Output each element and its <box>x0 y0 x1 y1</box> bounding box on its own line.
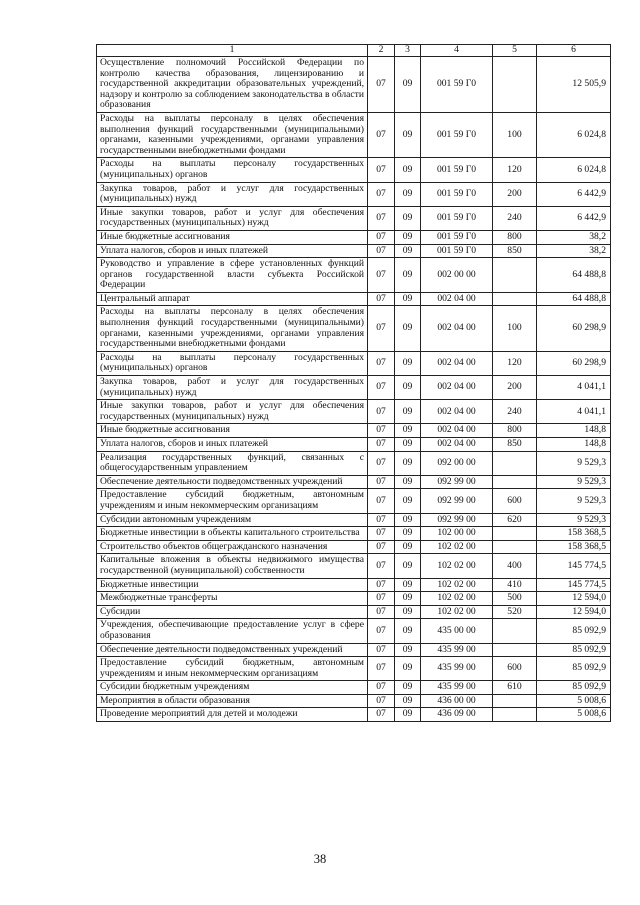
row-subsection: 09 <box>395 244 421 258</box>
row-subsection: 09 <box>395 694 421 708</box>
row-target-article: 001 59 Г0 <box>421 57 493 113</box>
row-amount: 158 368,5 <box>537 540 611 554</box>
row-subsection: 09 <box>395 438 421 452</box>
row-name: Расходы на выплаты персоналу государственных (муниципальных) органов <box>97 351 368 375</box>
row-subsection: 09 <box>395 292 421 306</box>
row-subsection: 09 <box>395 657 421 681</box>
row-name: Уплата налогов, сборов и иных платежей <box>97 244 368 258</box>
table-row <box>97 112 611 157</box>
row-expense-type: 100 <box>493 112 537 157</box>
table-row <box>97 400 611 424</box>
row-section: 07 <box>368 657 395 681</box>
row-target-article: 092 00 00 <box>421 451 493 475</box>
row-subsection: 09 <box>395 643 421 657</box>
row-name: Межбюджетные трансферты <box>97 592 368 606</box>
row-section: 07 <box>368 554 395 578</box>
row-expense-type <box>493 527 537 541</box>
row-target-article: 002 04 00 <box>421 306 493 351</box>
header-col-4: 4 <box>421 45 493 57</box>
row-expense-type: 100 <box>493 306 537 351</box>
row-name: Закупка товаров, работ и услуг для государственных (муниципальных) нужд <box>97 182 368 206</box>
row-subsection: 09 <box>395 489 421 513</box>
row-target-article: 002 04 00 <box>421 424 493 438</box>
row-name: Центральный аппарат <box>97 292 368 306</box>
table-row <box>97 513 611 527</box>
header-col-1: 1 <box>97 45 368 57</box>
row-subsection: 09 <box>395 400 421 424</box>
row-name: Иные закупки товаров, работ и услуг для обеспечения государственных (муниципальных) нужд <box>97 206 368 230</box>
table-row <box>97 540 611 554</box>
row-amount: 85 092,9 <box>537 681 611 695</box>
row-expense-type <box>493 258 537 293</box>
row-expense-type: 520 <box>493 605 537 619</box>
row-section: 07 <box>368 351 395 375</box>
row-target-article: 092 99 00 <box>421 475 493 489</box>
table-row <box>97 206 611 230</box>
row-amount: 148,8 <box>537 424 611 438</box>
row-name: Руководство и управление в сфере установленных функций органов государственной власти субъекта Российской Федерации <box>97 258 368 293</box>
row-section: 07 <box>368 292 395 306</box>
row-section: 07 <box>368 306 395 351</box>
row-target-article: 002 00 00 <box>421 258 493 293</box>
row-section: 07 <box>368 451 395 475</box>
row-subsection: 09 <box>395 230 421 244</box>
row-expense-type: 600 <box>493 489 537 513</box>
row-expense-type: 500 <box>493 592 537 606</box>
row-subsection: 09 <box>395 376 421 400</box>
row-amount: 6 442,9 <box>537 206 611 230</box>
row-target-article: 102 02 00 <box>421 592 493 606</box>
row-expense-type: 850 <box>493 244 537 258</box>
row-amount: 12 505,9 <box>537 57 611 113</box>
row-amount: 9 529,3 <box>537 451 611 475</box>
row-section: 07 <box>368 489 395 513</box>
row-amount: 4 041,1 <box>537 376 611 400</box>
row-name: Обеспечение деятельности подведомственных учреждений <box>97 475 368 489</box>
row-target-article: 436 09 00 <box>421 708 493 722</box>
row-expense-type <box>493 540 537 554</box>
row-section: 07 <box>368 230 395 244</box>
row-amount: 85 092,9 <box>537 619 611 643</box>
row-subsection: 09 <box>395 578 421 592</box>
table-row <box>97 605 611 619</box>
row-target-article: 092 99 00 <box>421 489 493 513</box>
row-subsection: 09 <box>395 708 421 722</box>
row-expense-type: 120 <box>493 158 537 182</box>
row-name: Расходы на выплаты персоналу в целях обеспечения выполнения функций государственными (муниципальными) органами, казенными учреждениями, органами управления государственными внебюджетными фондами <box>97 112 368 157</box>
row-subsection: 09 <box>395 424 421 438</box>
row-target-article: 435 99 00 <box>421 681 493 695</box>
table-row <box>97 292 611 306</box>
row-amount: 60 298,9 <box>537 351 611 375</box>
row-name: Иные бюджетные ассигнования <box>97 424 368 438</box>
row-amount: 38,2 <box>537 244 611 258</box>
row-name: Бюджетные инвестиции в объекты капитального строительства <box>97 527 368 541</box>
table-row <box>97 438 611 452</box>
row-subsection: 09 <box>395 527 421 541</box>
table-row <box>97 592 611 606</box>
row-target-article: 435 99 00 <box>421 643 493 657</box>
row-target-article: 001 59 Г0 <box>421 158 493 182</box>
row-section: 07 <box>368 206 395 230</box>
row-section: 07 <box>368 527 395 541</box>
row-expense-type: 120 <box>493 351 537 375</box>
row-amount: 12 594,0 <box>537 605 611 619</box>
row-section: 07 <box>368 619 395 643</box>
row-subsection: 09 <box>395 206 421 230</box>
table-row <box>97 643 611 657</box>
table-row <box>97 230 611 244</box>
row-target-article: 001 59 Г0 <box>421 182 493 206</box>
row-subsection: 09 <box>395 554 421 578</box>
row-name: Расходы на выплаты персоналу государственных (муниципальных) органов <box>97 158 368 182</box>
row-amount: 6 442,9 <box>537 182 611 206</box>
row-target-article: 002 04 00 <box>421 438 493 452</box>
row-target-article: 102 02 00 <box>421 605 493 619</box>
row-expense-type <box>493 292 537 306</box>
row-target-article: 001 59 Г0 <box>421 230 493 244</box>
row-target-article: 092 99 00 <box>421 513 493 527</box>
table-row <box>97 708 611 722</box>
header-col-5: 5 <box>493 45 537 57</box>
row-name: Проведение мероприятий для детей и молодежи <box>97 708 368 722</box>
row-subsection: 09 <box>395 451 421 475</box>
table-row <box>97 258 611 293</box>
row-section: 07 <box>368 400 395 424</box>
row-section: 07 <box>368 112 395 157</box>
table-row <box>97 694 611 708</box>
table-row <box>97 306 611 351</box>
table-row <box>97 376 611 400</box>
row-name: Иные бюджетные ассигнования <box>97 230 368 244</box>
row-target-article: 001 59 Г0 <box>421 206 493 230</box>
row-section: 07 <box>368 182 395 206</box>
row-name: Обеспечение деятельности подведомственных учреждений <box>97 643 368 657</box>
row-target-article: 002 04 00 <box>421 351 493 375</box>
row-expense-type: 410 <box>493 578 537 592</box>
row-name: Капитальные вложения в объекты недвижимого имущества государственной (муниципальной) собственности <box>97 554 368 578</box>
row-name: Уплата налогов, сборов и иных платежей <box>97 438 368 452</box>
row-name: Субсидии бюджетным учреждениям <box>97 681 368 695</box>
row-section: 07 <box>368 708 395 722</box>
row-subsection: 09 <box>395 57 421 113</box>
row-target-article: 002 04 00 <box>421 376 493 400</box>
header-col-2: 2 <box>368 45 395 57</box>
row-amount: 145 774,5 <box>537 554 611 578</box>
row-section: 07 <box>368 643 395 657</box>
row-subsection: 09 <box>395 619 421 643</box>
row-section: 07 <box>368 513 395 527</box>
table-row <box>97 619 611 643</box>
row-name: Расходы на выплаты персоналу в целях обеспечения выполнения функций государственными (муниципальными) органами, казенными учреждениями, органами управления государственными внебюджетными фондами <box>97 306 368 351</box>
row-name: Учреждения, обеспечивающие предоставление услуг в сфере образования <box>97 619 368 643</box>
row-subsection: 09 <box>395 540 421 554</box>
row-amount: 148,8 <box>537 438 611 452</box>
row-section: 07 <box>368 438 395 452</box>
table-header-row <box>97 45 611 57</box>
row-amount: 64 488,8 <box>537 292 611 306</box>
row-target-article: 102 00 00 <box>421 527 493 541</box>
row-target-article: 002 04 00 <box>421 400 493 424</box>
row-subsection: 09 <box>395 351 421 375</box>
row-amount: 6 024,8 <box>537 112 611 157</box>
row-subsection: 09 <box>395 182 421 206</box>
row-amount: 6 024,8 <box>537 158 611 182</box>
row-subsection: 09 <box>395 306 421 351</box>
budget-table <box>96 44 611 722</box>
row-section: 07 <box>368 592 395 606</box>
row-name: Иные закупки товаров, работ и услуг для обеспечения государственных (муниципальных) нужд <box>97 400 368 424</box>
row-subsection: 09 <box>395 258 421 293</box>
row-section: 07 <box>368 158 395 182</box>
row-name: Бюджетные инвестиции <box>97 578 368 592</box>
table-row <box>97 182 611 206</box>
row-amount: 9 529,3 <box>537 513 611 527</box>
table-row <box>97 657 611 681</box>
row-amount: 85 092,9 <box>537 657 611 681</box>
row-name: Мероприятия в области образования <box>97 694 368 708</box>
row-subsection: 09 <box>395 475 421 489</box>
row-amount: 64 488,8 <box>537 258 611 293</box>
row-target-article: 436 00 00 <box>421 694 493 708</box>
table-row <box>97 351 611 375</box>
document-page <box>96 44 610 722</box>
row-expense-type: 600 <box>493 657 537 681</box>
row-expense-type: 240 <box>493 206 537 230</box>
row-name: Реализация государственных функций, связанных с общегосударственным управлением <box>97 451 368 475</box>
row-target-article: 435 00 00 <box>421 619 493 643</box>
table-row <box>97 451 611 475</box>
row-subsection: 09 <box>395 592 421 606</box>
row-amount: 145 774,5 <box>537 578 611 592</box>
row-expense-type <box>493 475 537 489</box>
row-name: Предоставление субсидий бюджетным, автономным учреждениям и иным некоммерческим организациям <box>97 489 368 513</box>
row-subsection: 09 <box>395 605 421 619</box>
budget-table-body <box>97 45 611 722</box>
row-expense-type: 200 <box>493 182 537 206</box>
row-expense-type: 400 <box>493 554 537 578</box>
row-expense-type <box>493 57 537 113</box>
row-name: Закупка товаров, работ и услуг для государственных (муниципальных) нужд <box>97 376 368 400</box>
row-amount: 5 008,6 <box>537 694 611 708</box>
row-section: 07 <box>368 605 395 619</box>
row-amount: 158 368,5 <box>537 527 611 541</box>
row-section: 07 <box>368 681 395 695</box>
table-row <box>97 424 611 438</box>
row-expense-type: 610 <box>493 681 537 695</box>
row-section: 07 <box>368 258 395 293</box>
row-expense-type: 620 <box>493 513 537 527</box>
row-section: 07 <box>368 578 395 592</box>
row-expense-type <box>493 643 537 657</box>
row-section: 07 <box>368 475 395 489</box>
row-expense-type: 800 <box>493 424 537 438</box>
row-amount: 9 529,3 <box>537 489 611 513</box>
row-amount: 12 594,0 <box>537 592 611 606</box>
table-row <box>97 475 611 489</box>
row-section: 07 <box>368 424 395 438</box>
row-expense-type <box>493 619 537 643</box>
row-name: Осуществление полномочий Российской Федерации по контролю качества образования, лицензированию и государственной аккредитации образовательных учреждений, надзору и контролю за соблюдением законодательства в области образования <box>97 57 368 113</box>
row-amount: 85 092,9 <box>537 643 611 657</box>
row-expense-type: 850 <box>493 438 537 452</box>
row-name: Субсидии <box>97 605 368 619</box>
row-name: Предоставление субсидий бюджетным, автономным учреждениям и иным некоммерческим организациям <box>97 657 368 681</box>
row-section: 07 <box>368 244 395 258</box>
row-amount: 4 041,1 <box>537 400 611 424</box>
table-row <box>97 527 611 541</box>
row-amount: 5 008,6 <box>537 708 611 722</box>
row-expense-type: 240 <box>493 400 537 424</box>
row-name: Субсидии автономным учреждениям <box>97 513 368 527</box>
row-subsection: 09 <box>395 513 421 527</box>
row-section: 07 <box>368 57 395 113</box>
table-row <box>97 681 611 695</box>
row-target-article: 435 99 00 <box>421 657 493 681</box>
table-row <box>97 158 611 182</box>
row-name: Строительство объектов общегражданского назначения <box>97 540 368 554</box>
row-section: 07 <box>368 376 395 400</box>
table-row <box>97 554 611 578</box>
row-expense-type: 200 <box>493 376 537 400</box>
row-expense-type <box>493 451 537 475</box>
row-target-article: 102 02 00 <box>421 554 493 578</box>
table-row <box>97 489 611 513</box>
row-target-article: 001 59 Г0 <box>421 112 493 157</box>
table-row <box>97 578 611 592</box>
row-subsection: 09 <box>395 681 421 695</box>
header-col-6: 6 <box>537 45 611 57</box>
row-amount: 38,2 <box>537 230 611 244</box>
row-amount: 9 529,3 <box>537 475 611 489</box>
row-section: 07 <box>368 540 395 554</box>
row-subsection: 09 <box>395 112 421 157</box>
header-col-3: 3 <box>395 45 421 57</box>
row-target-article: 102 02 00 <box>421 540 493 554</box>
page-number: 38 <box>313 852 327 866</box>
table-row <box>97 244 611 258</box>
row-expense-type <box>493 694 537 708</box>
row-amount: 60 298,9 <box>537 306 611 351</box>
row-target-article: 102 02 00 <box>421 578 493 592</box>
row-target-article: 001 59 Г0 <box>421 244 493 258</box>
row-expense-type <box>493 708 537 722</box>
row-subsection: 09 <box>395 158 421 182</box>
table-row <box>97 57 611 113</box>
row-target-article: 002 04 00 <box>421 292 493 306</box>
row-section: 07 <box>368 694 395 708</box>
row-expense-type: 800 <box>493 230 537 244</box>
